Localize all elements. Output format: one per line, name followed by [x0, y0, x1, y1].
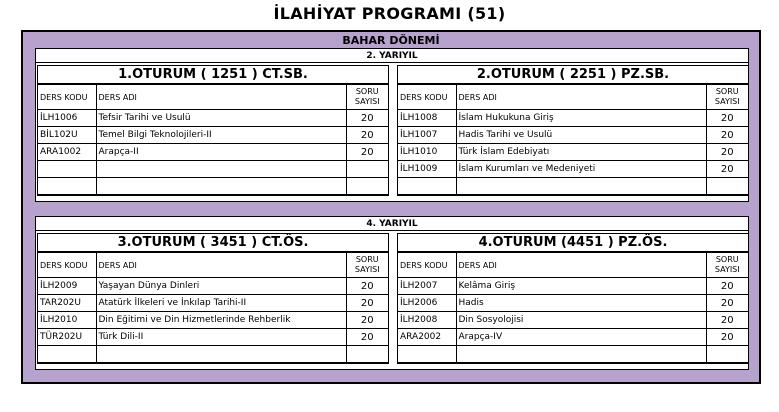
session-title: 4.OTURUM (4451 ) PZ.ÖS.: [398, 234, 748, 252]
course-name: Türk İslam Edebiyatı: [456, 144, 706, 161]
page-title: İLAHİYAT PROGRAMI (51): [273, 4, 506, 23]
course-code: İLH1009: [398, 161, 456, 178]
course-name: Tefsir Tarihi ve Usulü: [96, 110, 346, 127]
course-name: Yaşayan Dünya Dinleri: [96, 278, 346, 295]
col-header-name: DERS ADI: [456, 85, 706, 110]
question-count: 20: [346, 110, 388, 127]
session-title: 1.OTURUM ( 1251 ) CT.SB.: [38, 66, 388, 84]
table-row: [398, 110, 748, 127]
course-code: [38, 346, 96, 363]
course-name: Din Eğitimi ve Din Hizmetlerinde Rehberlik: [96, 312, 346, 329]
table-header-row: [398, 253, 748, 278]
table-row: [398, 278, 748, 295]
course-name: [96, 178, 346, 195]
table-row: [398, 127, 748, 144]
course-code: [38, 161, 96, 178]
course-code: [398, 178, 456, 195]
session-title: 3.OTURUM ( 3451 ) CT.ÖS.: [38, 234, 388, 252]
course-name: [456, 346, 706, 363]
session-block: [397, 65, 749, 196]
col-header-count: SORU SAYISI: [346, 85, 388, 110]
course-code: İLH1007: [398, 127, 456, 144]
course-code: İLH2009: [38, 278, 96, 295]
year-block: [35, 48, 749, 202]
col-header-name: DERS ADI: [96, 253, 346, 278]
question-count: [346, 178, 388, 195]
table-row: [398, 161, 748, 178]
table-row: [38, 110, 388, 127]
course-code: [398, 346, 456, 363]
table-row: [38, 329, 388, 346]
course-code: İLH1010: [398, 144, 456, 161]
course-name: Arapça-IV: [456, 329, 706, 346]
question-count: 20: [346, 312, 388, 329]
course-name: [96, 346, 346, 363]
table-row: [38, 144, 388, 161]
col-header-code: DERS KODU: [38, 85, 96, 110]
col-header-name: DERS ADI: [456, 253, 706, 278]
course-code: İLH2006: [398, 295, 456, 312]
table-header-row: [398, 85, 748, 110]
question-count: [706, 346, 748, 363]
course-table: [398, 252, 748, 363]
course-code: İLH2007: [398, 278, 456, 295]
course-code: ARA2002: [398, 329, 456, 346]
question-count: 20: [706, 312, 748, 329]
question-count: 20: [346, 329, 388, 346]
course-name: Din Sosyolojisi: [456, 312, 706, 329]
course-table: [38, 84, 388, 195]
col-header-count: SORU SAYISI: [706, 253, 748, 278]
term-heading: BAHAR DÖNEMİ: [35, 34, 747, 48]
course-name: Hadis: [456, 295, 706, 312]
course-name: Temel Bilgi Teknolojileri-II: [96, 127, 346, 144]
question-count: 20: [706, 144, 748, 161]
year-label: 4. YARIYIL: [36, 217, 748, 231]
course-name: Arapça-II: [96, 144, 346, 161]
question-count: 20: [706, 278, 748, 295]
question-count: [346, 346, 388, 363]
table-row: [38, 346, 388, 363]
course-code: İLH1008: [398, 110, 456, 127]
table-row: [398, 346, 748, 363]
table-row: [38, 161, 388, 178]
table-header-row: [38, 253, 388, 278]
table-row: [398, 178, 748, 195]
table-row: [38, 312, 388, 329]
table-row: [38, 178, 388, 195]
question-count: 20: [706, 295, 748, 312]
course-code: [38, 178, 96, 195]
course-name: Kelâma Giriş: [456, 278, 706, 295]
course-code: İLH1006: [38, 110, 96, 127]
question-count: 20: [346, 144, 388, 161]
col-header-code: DERS KODU: [398, 85, 456, 110]
course-name: Türk Dili-II: [96, 329, 346, 346]
question-count: [706, 178, 748, 195]
session-block: [37, 65, 389, 196]
table-row: [398, 144, 748, 161]
course-name: Atatürk İlkeleri ve İnkılap Tarihi-II: [96, 295, 346, 312]
question-count: 20: [346, 278, 388, 295]
session-block: [397, 233, 749, 364]
table-header-row: [38, 85, 388, 110]
course-code: İLH2008: [398, 312, 456, 329]
table-row: [38, 127, 388, 144]
table-row: [38, 295, 388, 312]
question-count: 20: [706, 161, 748, 178]
course-name: İslam Kurumları ve Medeniyeti: [456, 161, 706, 178]
col-header-code: DERS KODU: [38, 253, 96, 278]
question-count: 20: [346, 127, 388, 144]
course-code: TÜR202U: [38, 329, 96, 346]
course-code: BİL102U: [38, 127, 96, 144]
question-count: 20: [706, 110, 748, 127]
table-row: [398, 312, 748, 329]
col-header-count: SORU SAYISI: [706, 85, 748, 110]
course-name: [456, 178, 706, 195]
question-count: 20: [346, 295, 388, 312]
course-name: İslam Hukukuna Giriş: [456, 110, 706, 127]
col-header-code: DERS KODU: [398, 253, 456, 278]
table-row: [398, 295, 748, 312]
question-count: [346, 161, 388, 178]
col-header-name: DERS ADI: [96, 85, 346, 110]
question-count: 20: [706, 127, 748, 144]
session-block: [37, 233, 389, 364]
course-name: [96, 161, 346, 178]
course-table: [398, 84, 748, 195]
course-code: İLH2010: [38, 312, 96, 329]
year-label: 2. YARIYIL: [36, 49, 748, 63]
col-header-count: SORU SAYISI: [346, 253, 388, 278]
course-code: ARA1002: [38, 144, 96, 161]
session-title: 2.OTURUM ( 2251 ) PZ.SB.: [398, 66, 748, 84]
year-block: [35, 216, 749, 370]
table-row: [38, 278, 388, 295]
course-table: [38, 252, 388, 363]
course-code: TAR202U: [38, 295, 96, 312]
question-count: 20: [706, 329, 748, 346]
course-name: Hadis Tarihi ve Usulü: [456, 127, 706, 144]
schedule-frame: [21, 30, 761, 384]
table-row: [398, 329, 748, 346]
